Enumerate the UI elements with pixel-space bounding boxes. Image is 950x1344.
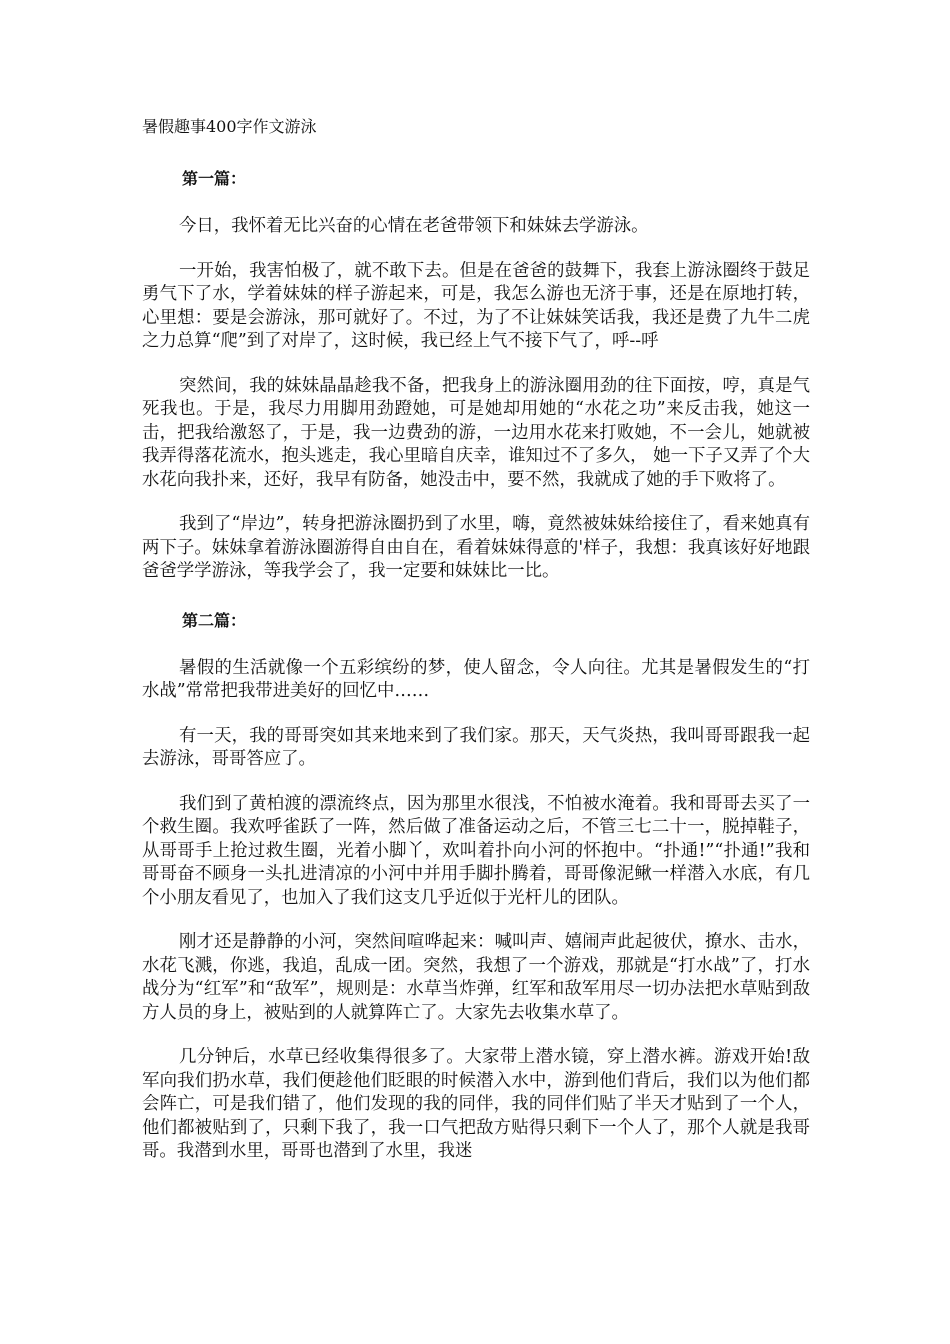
paragraph: 突然间，我的妹妹晶晶趁我不备，把我身上的游泳圈用劲的往下面按，哼，真是气死我也。于是，我尽力用脚用劲蹬她，可是她却用她的“水花之功”来反击我，她这一击，把我给激怒了，于是，我一边费劲的游，一边用水花来打败她，不一会儿，她就被我弄得落花流水，抱头逃走，我心里暗自庆幸，谁知过不了多久， 她一下子又弄了个大水花向我扑来，还好，我早有防备，她没击中，要不然，我就成了她的手下败将了。 xyxy=(142,375,810,490)
section-2 xyxy=(142,605,810,1164)
document-title: 暑假趣事400字作文游泳 xyxy=(142,117,317,136)
paragraph: 几分钟后，水草已经收集得很多了。大家带上潜水镜，穿上潜水裤。游戏开始!敌军向我们扔水草，我们便趁他们眨眼的时候潜入水中，游到他们背后，我们以为他们都会阵亡，可是我们错了，他们发现的我的同伴，我的同伴们贴了半天才贴到了一个人，他们都被贴到了，只剩下我了，我一口气把敌方贴得只剩下一个人了，那个人就是我哥哥。我潜到水里，哥哥也潜到了水里，我迷 xyxy=(142,1047,810,1161)
paragraph: 我到了“岸边”，转身把游泳圈扔到了水里，嗨，竟然被妹妹给接住了，看来她真有两下子。妹妹拿着游泳圈游得自由自在，看着妹妹得意的'样子，我想：我真该好好地跟爸爸学学游泳，等我学会了，我一定要和妹妹比一比。 xyxy=(142,514,810,581)
paragraph: 刚才还是静静的小河，突然间喧哗起来：喊叫声、嬉闹声此起彼伏，撩水、击水，水花飞溅，你逃，我追，乱成一团。突然，我想了一个游戏，那就是“打水战”了，打水战分为“红军”和“敌军”，规则是：水草当炸弹，红军和敌军用尽一切办法把水草贴到敌方人员的身上，被贴到的人就算阵亡了。大家先去收集水草了。 xyxy=(142,932,810,1023)
paragraph: 今日，我怀着无比兴奋的心情在老爸带领下和妹妹去学游泳。 xyxy=(179,216,649,236)
section-1 xyxy=(142,163,810,584)
section-heading: 第一篇： xyxy=(182,169,247,188)
section-heading: 第二篇： xyxy=(182,610,247,630)
paragraph: 有一天，我的哥哥突如其来地来到了我们家。那天，天气炎热，我叫哥哥跟我一起去游泳，哥哥答应了。 xyxy=(142,725,810,769)
document-body xyxy=(142,111,810,1185)
paragraph: 我们到了黄柏渡的漂流终点，因为那里水很浅，不怕被水淹着。我和哥哥去买了一个救生圈。我欢呼雀跃了一阵，然后做了准备运动之后，不管三七二十一，脱掉鞋子，从哥哥手上抢过救生圈，光着小脚丫，欢叫着扑向小河的怀抱中。“扑通!”“扑通!”我和哥哥奋不顾身一头扎进清凉的小河中并用手脚扑腾着，哥哥像泥鳅一样潜入水底，有几个小朋友看见了，也加入了我们这支几乎近似于光杆儿的团队。 xyxy=(142,793,810,908)
paragraph: 暑假的生活就像一个五彩缤纷的梦，使人留念，令人向往。尤其是暑假发生的“打水战”常常把我带进美好的回忆中…… xyxy=(142,657,810,701)
paragraph: 一开始，我害怕极了，就不敢下去。但是在爸爸的鼓舞下，我套上游泳圈终于鼓足勇气下了水，学着妹妹的样子游起来，可是，我怎么游也无济于事，还是在原地打转，心里想：要是会游泳，那可就好了。不过，为了不让妹妹笑话我，我还是费了九牛二虎之力总算“爬”到了对岸了，这时候，我已经上气不接下气了，呼--呼 xyxy=(142,260,810,351)
